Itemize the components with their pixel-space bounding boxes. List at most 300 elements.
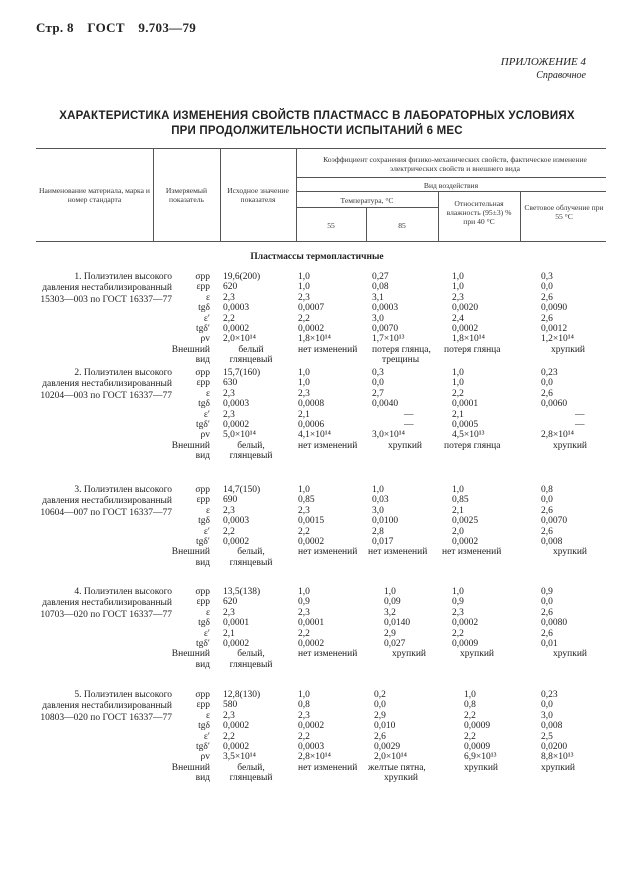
row-1-humidity-7: 1,8×10¹⁴ <box>452 334 485 345</box>
row-1-initial-2: 620 <box>223 282 238 293</box>
row-5-initial-3: 2,3 <box>223 710 235 721</box>
row-1-initial-6: 0,0002 <box>223 324 250 335</box>
row-4-t85-6: 0,027 <box>384 639 406 650</box>
row-2-t55-3: 2,3 <box>298 388 310 399</box>
row-5-humidity-8: хрупкий <box>464 762 498 773</box>
row-3-light <box>541 485 606 558</box>
row-5-t85-5: 2,6 <box>374 731 386 742</box>
row-2-t85-8: хрупкий <box>388 440 422 451</box>
row-2-initial-1: 15,7(160) <box>223 368 261 378</box>
row-2-symbol-7: ρv <box>200 430 210 441</box>
header-temp-85: 85 <box>398 221 406 230</box>
row-1-t55-3: 2,3 <box>298 292 310 303</box>
row-2-light-3: 2,6 <box>541 388 553 399</box>
header-initial: Исходное значение показателя <box>227 186 289 204</box>
row-3-t85 <box>368 485 438 558</box>
row-3-t85-5: 2,8 <box>372 526 384 537</box>
row-2-symbol-3: ε <box>206 388 210 399</box>
row-1-t55-5: 2,2 <box>298 313 310 324</box>
row-2-symbol-1: σрр <box>195 368 210 378</box>
row-5-light-2: 0,0 <box>541 700 553 711</box>
row-5-light-3: 3,0 <box>541 710 553 721</box>
row-4-t55 <box>298 587 366 660</box>
row-2-symbol-4: tgδ <box>198 399 210 410</box>
header-inner-rule-2 <box>296 191 606 192</box>
row-1-t85-1: 0,27 <box>372 272 389 282</box>
row-3-t55-4: 0,0015 <box>298 516 325 527</box>
row-3-t85-2: 0,03 <box>372 495 389 506</box>
row-4-initial-6: 0,0002 <box>223 639 250 650</box>
row-2-initial-9: глянцевый <box>229 451 273 462</box>
row-1-t55-7: 1,8×10¹⁴ <box>298 334 331 345</box>
row-1-humidity <box>444 272 520 355</box>
row-4-light-3: 2,6 <box>541 607 553 618</box>
row-3-symbol-8: вид <box>195 557 210 568</box>
title-line-2: ПРИ ПРОДОЛЖИТЕЛЬНОСТИ ИСПЫТАНИЙ 6 МЕС <box>171 125 463 137</box>
row-2-t85-2: 0,0 <box>372 378 384 389</box>
row-1-symbol-9: вид <box>195 355 210 366</box>
row-3-symbol-4: tgδ <box>198 516 210 527</box>
row-4-t85-5: 2,9 <box>384 628 396 639</box>
row-1-initial-4: 0,0003 <box>223 303 250 314</box>
row-3-t55-7: нет изменений <box>298 547 358 558</box>
row-2-t85-1: 0,3 <box>372 368 384 378</box>
row-3-initial-8: глянцевый <box>229 557 273 568</box>
row-4-t85 <box>384 587 438 660</box>
row-1-symbol-8: Внешний <box>171 344 210 355</box>
row-2-light-4: 0,0060 <box>541 399 568 410</box>
row-3-t55-3: 2,3 <box>298 505 310 516</box>
row-1-initial-1: 19,6(200) <box>223 272 261 282</box>
row-4-t55-2: 0,9 <box>298 597 310 608</box>
title-line-1: ХАРАКТЕРИСТИКА ИЗМЕНЕНИЯ СВОЙСТВ ПЛАСТМАСС В ЛАБОРАТОРНЫХ УСЛОВИЯХ <box>59 110 575 122</box>
row-3-symbol-5: ε′ <box>203 526 210 537</box>
header-humidity: Относительная влажность (95±3) % при 40 °С <box>446 199 512 226</box>
row-2-symbols <box>150 368 210 462</box>
row-3-light-5: 2,6 <box>541 526 553 537</box>
row-5-initial-9: глянцевый <box>229 773 273 784</box>
row-2-symbol-5: ε′ <box>203 409 210 420</box>
row-3-humidity-1: 1,0 <box>452 485 464 495</box>
row-5-light-7: 8,8×10¹³ <box>541 752 574 763</box>
row-1-light <box>541 272 606 355</box>
row-4-symbol-8: вид <box>195 659 210 670</box>
row-4-initial <box>223 587 293 670</box>
row-1-symbol-2: εрр <box>196 282 210 293</box>
row-3-t55 <box>298 485 366 558</box>
row-3-humidity-4: 0,0025 <box>452 516 479 527</box>
row-2-t85-4: 0,0040 <box>372 399 399 410</box>
row-1-humidity-5: 2,4 <box>452 313 464 324</box>
row-5-light-5: 2,5 <box>541 731 553 742</box>
row-2-t55-6: 0,0006 <box>298 420 325 431</box>
row-1-t55-4: 0,0007 <box>298 303 325 314</box>
row-2-initial-3: 2,3 <box>223 388 235 399</box>
row-3-symbol-2: εрр <box>196 495 210 506</box>
row-5-t55-7: 2,8×10¹⁴ <box>298 752 331 763</box>
row-5-symbol-6: tgδ′ <box>196 742 210 753</box>
row-5-symbol-7: ρv <box>200 752 210 763</box>
standard-number: 9.703—79 <box>138 20 197 35</box>
row-4-symbol-3: ε <box>206 607 210 618</box>
row-3-initial-1: 14,7(150) <box>223 485 261 495</box>
row-3-symbol-6: tgδ′ <box>196 537 210 548</box>
row-2-t55-4: 0,0008 <box>298 399 325 410</box>
row-4-symbol-5: ε′ <box>203 628 210 639</box>
row-5-humidity-4: 0,0009 <box>464 721 491 732</box>
row-5-humidity-3: 2,2 <box>464 710 476 721</box>
row-5-symbol-2: εрр <box>196 700 210 711</box>
row-2-light-8: хрупкий <box>553 440 587 451</box>
row-3-initial-5: 2,2 <box>223 526 235 537</box>
row-5-t85-3: 2,9 <box>374 710 386 721</box>
row-5-t55 <box>298 690 366 773</box>
row-5-symbol-1: σрр <box>195 690 210 700</box>
row-1-symbol-1: σрр <box>195 272 210 282</box>
row-2-t85-3: 2,7 <box>372 388 384 399</box>
row-2-humidity-8: потеря глянца <box>444 440 501 451</box>
standard-label: ГОСТ <box>87 20 125 35</box>
row-4-light-1: 0,9 <box>541 587 553 597</box>
header-light: Световое облучение при 55 °С <box>524 203 604 221</box>
row-2-t85-5: — <box>404 409 414 420</box>
row-2-initial-6: 0,0002 <box>223 420 250 431</box>
row-2-humidity-3: 2,2 <box>452 388 464 399</box>
row-2-t55-5: 2,1 <box>298 409 310 420</box>
row-4-symbol-6: tgδ′ <box>196 639 210 650</box>
row-4-symbol-1: σрр <box>195 587 210 597</box>
row-1-symbol-5: ε′ <box>203 313 210 324</box>
row-3-material: 3. Полиэтилен высокого давления нестабилизированный 10604—007 по ГОСТ 16337—77 <box>40 485 172 518</box>
row-2-symbol-2: εрр <box>196 378 210 389</box>
row-1-symbol-4: tgδ <box>198 303 210 314</box>
row-2-t85-6: — <box>404 420 414 431</box>
row-5-material: 5. Полиэтилен высокого давления нестабилизированный 10803—020 по ГОСТ 16337—77 <box>40 690 172 723</box>
row-5-t55-1: 1,0 <box>298 690 310 700</box>
row-5-symbol-9: вид <box>195 773 210 784</box>
appendix-label: ПРИЛОЖЕНИЕ 4 <box>500 56 586 68</box>
row-4-t85-7: хрупкий <box>392 649 426 660</box>
row-1-t85-7: 1,7×10¹³ <box>372 334 405 345</box>
row-1-humidity-6: 0,0002 <box>452 324 479 335</box>
row-5-t85-1: 0,2 <box>374 690 386 700</box>
header-inner-rule-1 <box>296 177 606 178</box>
row-2-t55-7: 4,1×10¹⁴ <box>298 430 331 441</box>
row-1-t55-1: 1,0 <box>298 272 310 282</box>
header-temperature: Температура, °С <box>340 196 394 205</box>
row-1-humidity-2: 1,0 <box>452 282 464 293</box>
row-4-initial-7: белый, <box>237 649 265 660</box>
row-2-initial-7: 5,0×10¹⁴ <box>223 430 256 441</box>
row-2-initial-5: 2,3 <box>223 409 235 420</box>
row-4-initial-8: глянцевый <box>229 659 273 670</box>
row-4-initial-1: 13,5(138) <box>223 587 261 597</box>
row-4-t85-2: 0,09 <box>384 597 401 608</box>
row-3-humidity-2: 0,85 <box>452 495 469 506</box>
row-1-t55-8: нет изменений <box>298 344 358 355</box>
row-2-humidity-4: 0,0001 <box>452 399 479 410</box>
row-5-symbol-3: ε <box>206 710 210 721</box>
row-1-humidity-1: 1,0 <box>452 272 464 282</box>
row-4-light-2: 0,0 <box>541 597 553 608</box>
row-3-t55-5: 2,2 <box>298 526 310 537</box>
row-5-light-1: 0,23 <box>541 690 558 700</box>
row-5-initial-1: 12,8(130) <box>223 690 261 700</box>
row-5-t85 <box>368 690 438 784</box>
row-4-humidity-2: 0,9 <box>452 597 464 608</box>
row-1-humidity-8: потеря глянца <box>444 344 501 355</box>
row-4-initial-3: 2,3 <box>223 607 235 618</box>
row-3-light-2: 0,0 <box>541 495 553 506</box>
row-4-light-4: 0,0080 <box>541 618 568 629</box>
row-4-symbol-2: εрр <box>196 597 210 608</box>
row-2-light-1: 0,23 <box>541 368 558 378</box>
row-3-initial-7: белый, <box>237 547 265 558</box>
row-1-t85-4: 0,0003 <box>372 303 399 314</box>
row-4-t55-6: 0,0002 <box>298 639 325 650</box>
row-2-light-7: 2,8×10¹⁴ <box>541 430 574 441</box>
header-inner-rule-3 <box>296 207 438 208</box>
row-2-light-6: — <box>575 420 585 431</box>
row-5-symbol-4: tgδ <box>198 721 210 732</box>
row-1-t85 <box>372 272 438 366</box>
row-3-symbols <box>150 485 210 568</box>
row-3-light-1: 0,8 <box>541 485 553 495</box>
row-5-t55-3: 2,3 <box>298 710 310 721</box>
row-4-t55-4: 0,0001 <box>298 618 325 629</box>
row-5-light-4: 0,008 <box>541 721 563 732</box>
row-3-humidity-5: 2,0 <box>452 526 464 537</box>
row-3-humidity-3: 2,1 <box>452 505 464 516</box>
row-1-t55-6: 0,0002 <box>298 324 325 335</box>
row-5-t85-8: желтые пятна, <box>368 762 426 773</box>
row-4-initial-5: 2,1 <box>223 628 235 639</box>
row-2-humidity-6: 0,0005 <box>452 420 479 431</box>
table-title <box>0 109 634 139</box>
row-1-t85-5: 3,0 <box>372 313 384 324</box>
row-1-initial-7: 2,0×10¹⁴ <box>223 334 256 345</box>
row-5-initial-8: белый, <box>237 762 265 773</box>
row-2-initial <box>223 368 293 462</box>
row-3-t85-7: нет изменений <box>368 547 428 558</box>
row-1-light-7: 1,2×10¹⁴ <box>541 334 574 345</box>
row-3-initial-6: 0,0002 <box>223 537 250 548</box>
row-5-humidity-5: 2,2 <box>464 731 476 742</box>
row-5-t55-5: 2,2 <box>298 731 310 742</box>
row-5-initial-4: 0,0002 <box>223 721 250 732</box>
row-1-symbol-3: ε <box>206 292 210 303</box>
header-bottom-rule <box>36 241 606 242</box>
header-col-divider-1 <box>153 148 154 241</box>
row-1-initial-9: глянцевый <box>229 355 273 366</box>
row-1-t85-6: 0,0070 <box>372 324 399 335</box>
row-5-humidity-6: 0,0009 <box>464 742 491 753</box>
row-1-light-8: хрупкий <box>551 344 585 355</box>
row-1-initial-5: 2,2 <box>223 313 235 324</box>
row-5-humidity-7: 6,9×10¹³ <box>464 752 497 763</box>
row-2-humidity-2: 1,0 <box>452 378 464 389</box>
row-4-humidity-7: хрупкий <box>460 649 494 660</box>
row-4-symbol-4: tgδ <box>198 618 210 629</box>
row-1-initial <box>223 272 293 366</box>
row-2-initial-8: белый, <box>237 440 265 451</box>
row-2-light-2: 0,0 <box>541 378 553 389</box>
row-2-light-5: — <box>575 409 585 420</box>
row-3-initial-3: 2,3 <box>223 505 235 516</box>
row-1-t85-2: 0,08 <box>372 282 389 293</box>
row-1-t85-3: 3,1 <box>372 292 384 303</box>
row-4-initial-2: 620 <box>223 597 238 608</box>
row-5-t85-4: 0,010 <box>374 721 396 732</box>
row-1-light-2: 0,0 <box>541 282 553 293</box>
row-2-t85-7: 3,0×10¹⁴ <box>372 430 405 441</box>
row-1-humidity-4: 0,0020 <box>452 303 479 314</box>
row-5-light <box>541 690 606 773</box>
row-3-humidity-7: нет изменений <box>442 547 502 558</box>
row-1-symbol-7: ρv <box>200 334 210 345</box>
row-3-light-6: 0,008 <box>541 537 563 548</box>
row-4-light-6: 0,01 <box>541 639 558 650</box>
row-4-t85-1: 1,0 <box>384 587 396 597</box>
row-5-symbol-8: Внешний <box>171 762 210 773</box>
row-2-t55-2: 1,0 <box>298 378 310 389</box>
row-2-symbol-8: Внешний <box>171 440 210 451</box>
row-5-humidity-1: 1,0 <box>464 690 476 700</box>
row-5-symbols <box>150 690 210 784</box>
row-5-initial <box>223 690 293 784</box>
row-1-initial-3: 2,3 <box>223 292 235 303</box>
row-4-humidity-3: 2,3 <box>452 607 464 618</box>
row-2-material: 2. Полиэтилен высокого давления нестабилизированный 10204—003 по ГОСТ 16337—77 <box>40 368 172 401</box>
row-5-light-6: 0,0200 <box>541 742 568 753</box>
row-1-material: 1. Полиэтилен высокого давления нестабилизированный 15303—003 по ГОСТ 16337—77 <box>40 272 172 305</box>
row-5-initial-6: 0,0002 <box>223 742 250 753</box>
row-2-t55-8: нет изменений <box>298 440 358 451</box>
row-5-initial-5: 2,2 <box>223 731 235 742</box>
row-3-initial-2: 690 <box>223 495 238 506</box>
page-number: Стр. 8 <box>36 20 74 35</box>
header-coefficient: Коэффициент сохранения физико-механических свойств, фактическое изменение электрических свойств и внешнего вида <box>323 155 587 173</box>
row-5-humidity-2: 0,8 <box>464 700 476 711</box>
row-2-humidity-5: 2,1 <box>452 409 464 420</box>
row-4-humidity <box>452 587 520 660</box>
section-heading: Пластмассы термопластичные <box>250 252 384 262</box>
row-4-light-7: хрупкий <box>553 649 587 660</box>
row-3-t55-6: 0,0002 <box>298 537 325 548</box>
row-1-symbol-6: tgδ′ <box>196 324 210 335</box>
row-4-humidity-4: 0,0002 <box>452 618 479 629</box>
row-4-material: 4. Полиэтилен высокого давления нестабилизированный 10703—020 по ГОСТ 16337—77 <box>40 587 172 620</box>
row-1-t55-2: 1,0 <box>298 282 310 293</box>
row-5-t85-7: 2,0×10¹⁴ <box>374 752 407 763</box>
appendix-type: Справочное <box>536 70 586 81</box>
row-5-initial-7: 3,5×10¹⁴ <box>223 752 256 763</box>
row-4-symbol-7: Внешний <box>171 649 210 660</box>
row-2-humidity-1: 1,0 <box>452 368 464 378</box>
header-col-divider-5 <box>438 191 439 241</box>
row-3-light-4: 0,0070 <box>541 516 568 527</box>
row-2-light <box>541 368 606 451</box>
row-1-light-6: 0,0012 <box>541 324 568 335</box>
row-5-t55-4: 0,0002 <box>298 721 325 732</box>
header-top-rule <box>36 148 606 149</box>
row-4-t55-3: 2,3 <box>298 607 310 618</box>
row-2-t55 <box>298 368 366 451</box>
row-3-symbol-7: Внешний <box>171 547 210 558</box>
row-3-t85-6: 0,017 <box>372 537 394 548</box>
header-indicator: Измеряемый показатель <box>165 186 208 204</box>
row-4-t85-3: 3,2 <box>384 607 396 618</box>
row-5-symbol-5: ε′ <box>203 731 210 742</box>
row-1-light-4: 0,0090 <box>541 303 568 314</box>
row-1-symbols <box>150 272 210 366</box>
row-2-symbol-6: tgδ′ <box>196 420 210 431</box>
row-3-symbol-3: ε <box>206 505 210 516</box>
row-5-t85-9: хрупкий <box>384 773 418 784</box>
row-2-humidity-7: 4,5×10¹³ <box>452 430 485 441</box>
row-4-initial-4: 0,0001 <box>223 618 250 629</box>
row-2-initial-2: 630 <box>223 378 238 389</box>
row-4-t55-5: 2,2 <box>298 628 310 639</box>
row-2-humidity <box>444 368 520 451</box>
row-1-light-3: 2,6 <box>541 292 553 303</box>
row-4-light-5: 2,6 <box>541 628 553 639</box>
header-material: Наименование материала, марка и номер стандарта <box>39 186 150 204</box>
row-3-t85-1: 1,0 <box>372 485 384 495</box>
row-1-t55 <box>298 272 366 355</box>
row-3-t55-2: 0,85 <box>298 495 315 506</box>
row-4-humidity-5: 2,2 <box>452 628 464 639</box>
header-temp-55: 55 <box>327 221 335 230</box>
row-3-light-3: 2,6 <box>541 505 553 516</box>
row-2-initial-4: 0,0003 <box>223 399 250 410</box>
row-3-initial <box>223 485 293 568</box>
row-1-initial-8: белый <box>238 344 264 355</box>
page-header <box>36 20 196 36</box>
row-3-t85-4: 0,0100 <box>372 516 399 527</box>
row-5-t55-2: 0,8 <box>298 700 310 711</box>
row-4-humidity-1: 1,0 <box>452 587 464 597</box>
row-3-light-7: хрупкий <box>553 547 587 558</box>
row-4-symbols <box>150 587 210 670</box>
row-3-symbol-1: σрр <box>195 485 210 495</box>
row-1-light-5: 2,6 <box>541 313 553 324</box>
row-5-t55-6: 0,0003 <box>298 742 325 753</box>
row-1-t85-9: трещины <box>382 355 420 366</box>
row-3-t85-3: 3,0 <box>372 505 384 516</box>
row-1-t85-8: потеря глянца, <box>372 344 431 355</box>
row-1-humidity-3: 2,3 <box>452 292 464 303</box>
row-1-light-1: 0,3 <box>541 272 553 282</box>
row-4-light <box>541 587 606 660</box>
row-2-t55-1: 1,0 <box>298 368 310 378</box>
header-col-divider-2 <box>220 148 221 241</box>
row-5-humidity <box>464 690 520 773</box>
row-3-humidity-6: 0,0002 <box>452 537 479 548</box>
row-5-t55-8: нет изменений <box>298 762 358 773</box>
row-4-humidity-6: 0,0009 <box>452 639 479 650</box>
row-5-initial-2: 580 <box>223 700 238 711</box>
row-4-t85-4: 0,0140 <box>384 618 411 629</box>
row-5-t85-2: 0,0 <box>374 700 386 711</box>
row-5-light-8: хрупкий <box>541 762 575 773</box>
row-4-t55-1: 1,0 <box>298 587 310 597</box>
row-5-t85-6: 0,0029 <box>374 742 401 753</box>
row-3-t55-1: 1,0 <box>298 485 310 495</box>
row-2-t85 <box>372 368 438 451</box>
row-4-t55-7: нет изменений <box>298 649 358 660</box>
row-3-humidity <box>442 485 520 558</box>
